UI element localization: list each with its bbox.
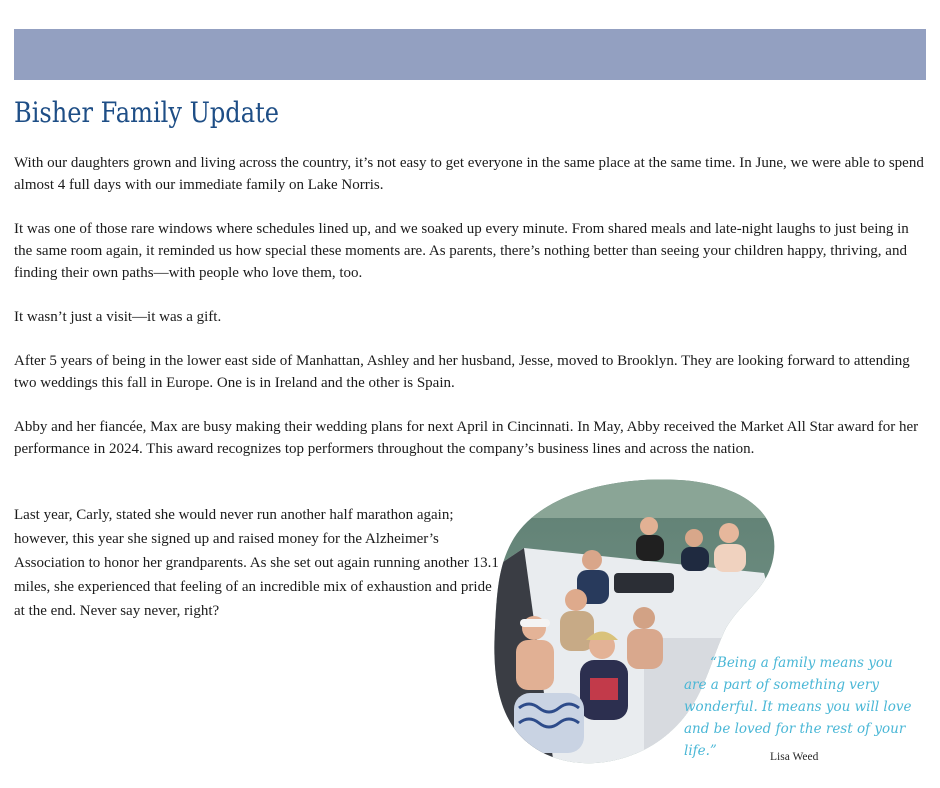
article-title: Bisher Family Update (14, 96, 280, 129)
paragraph-moments: It was one of those rare windows where schedules lined up, and we soaked up every minute. From shared meals and late-night laughs to just being in the same room again, it reminded us how special these moments are. As parents, there’s nothing better than seeing your children happy, thriving, and finding their own paths—with people who love them, too. (14, 221, 909, 281)
paragraph-carly: Last year, Carly, stated she would never run another half marathon again; however, this year she signed up and raised money for the Alzheimer’s Association to honor her grandparents. As she set out again running another 13.1 miles, she experienced that feeling of an incredible mix of exhaustion and pride at the end. Never say never, right? (14, 507, 499, 619)
header-banner (14, 29, 926, 80)
family-quote: “Being a family means you are a part of something very wonderful. It means you will love and be loved for the rest of your life.” (684, 655, 912, 759)
quote-author: Lisa Weed (770, 751, 819, 763)
paragraph-ashley: After 5 years of being in the lower east side of Manhattan, Ashley and her husband, Jesse, moved to Brooklyn. They are looking forward to attending two weddings this fall in Europe. One is in Ireland and the other is Spain. (14, 353, 910, 391)
paragraph-gift: It wasn’t just a visit—it was a gift. (14, 309, 222, 325)
paragraph-intro: With our daughters grown and living across the country, it’s not easy to get everyone in the same place at the same time. In June, we were able to spend almost 4 full days with our immediate family on Lake Norris. (14, 155, 924, 193)
paragraph-abby: Abby and her fiancée, Max are busy making their wedding plans for next April in Cincinnati. In May, Abby received the Market All Star award for her performance in 2024. This award recognizes top performers throughout the company’s business lines and across the nation. (14, 419, 919, 457)
